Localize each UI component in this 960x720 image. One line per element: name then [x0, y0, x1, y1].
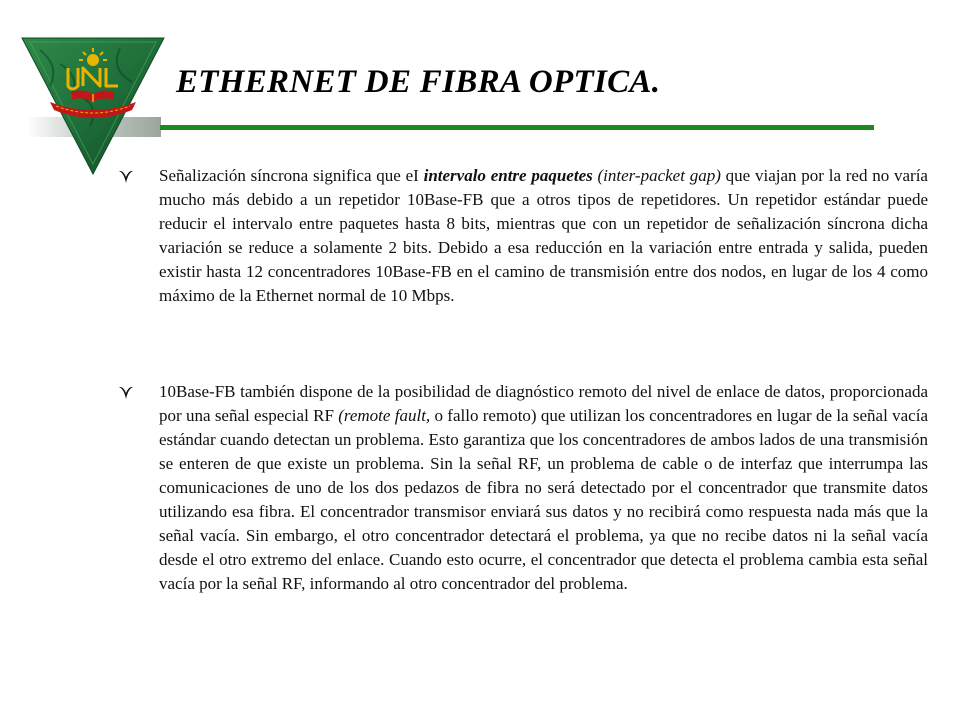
text-run: 10Base-FB también dispone de la posibilidad de diagnóstico remoto del nivel de enlace de datos, proporcionada por una señal especial RF: [159, 382, 928, 425]
checkmark-bullet-icon: [118, 168, 134, 184]
text-run: Señalización síncrona significa que eI: [159, 166, 424, 185]
emphasis-term: (remote fault,: [338, 406, 431, 425]
slide-title: ETHERNET DE FIBRA OPTICA.: [176, 64, 661, 100]
emphasis-term: (inter-packet gap): [592, 166, 721, 185]
paragraph-synchronous-signaling: [159, 164, 928, 308]
checkmark-bullet-icon: [118, 384, 134, 400]
title-underline: [160, 125, 874, 130]
university-emblem-icon: [20, 36, 166, 176]
text-run: o fallo remoto) que utilizan los concentradores en lugar de la señal vacía estándar cuando detectan un problema. Esto garantiza que los concentradores de ambos lados de una transmisión se enteren de que existe un problema. Sin la señal RF, un problema de cable o de interfaz que interrumpa las comunicaciones de uno de los dos pedazos de fibra no será detectado por el concentrador que transmite datos utilizando esa fibra. El concentrador transmisor enviará sus datos y no recibirá como respuesta nada más que la señal vacía. Sin embargo, el otro concentrador detectará el problema, ya que no recibe datos ni la señal vacía desde el otro extremo del enlace. Cuando esto ocurre, el concentrador que detecta el problema cambia esta señal vacía por la señal RF, informando al otro concentrador del problema.: [159, 406, 928, 593]
emphasis-term: intervalo entre paquetes: [423, 166, 593, 185]
text-run: que viajan por la red no varía mucho más debido a un repetidor 10Base-FB que a otros tipos de repetidores. Un repetidor estándar puede reducir el intervalo entre paquetes hasta 8 bits, mientras que con un repetidor de señalización síncrona dicha variación se reduce a solamente 2 bits. Debido a esa reducción en la variación entre entrada y salida, pueden existir hasta 12 concentradores 10Base-FB en el camino de transmisión entre dos nodos, en lugar de los 4 como máximo de la Ethernet normal de 10 Mbps.: [159, 166, 928, 305]
paragraph-remote-diagnostics: [159, 380, 928, 596]
